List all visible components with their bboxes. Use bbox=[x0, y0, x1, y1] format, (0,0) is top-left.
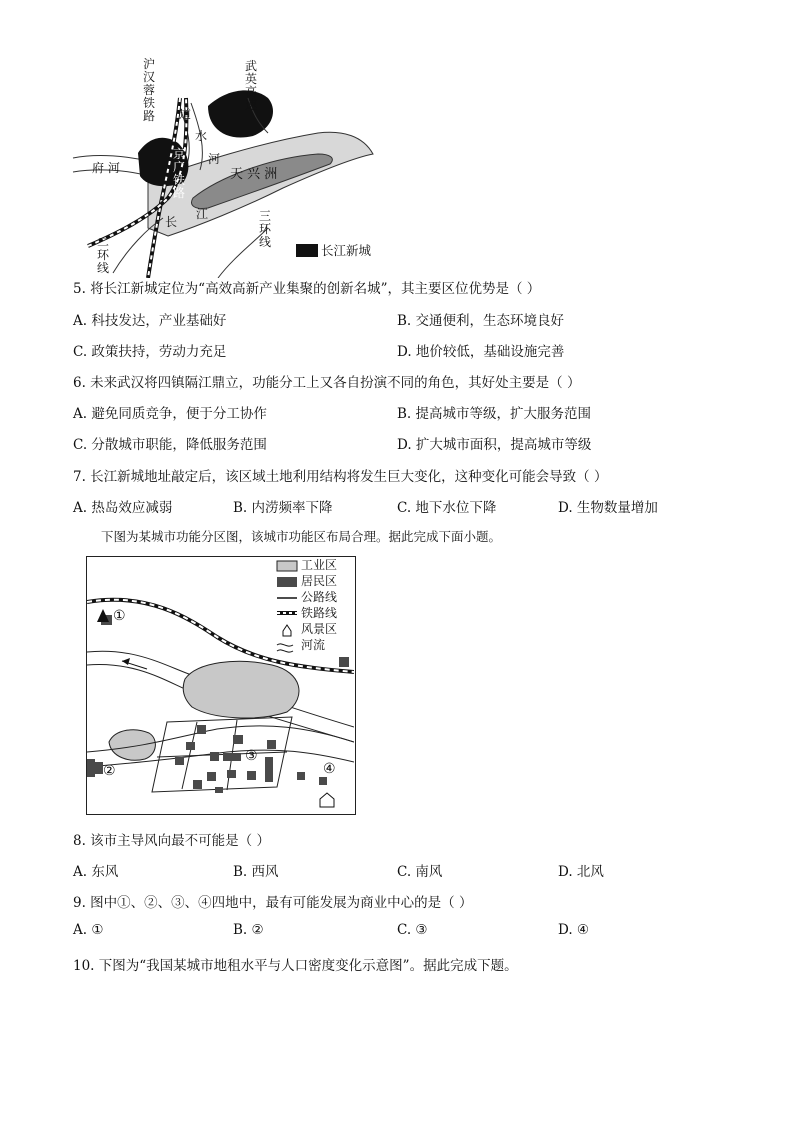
intro-map2: 下图为某城市功能分区图，该城市功能区布局合理。据此完成下面小题。 bbox=[101, 529, 502, 544]
q9-option-b[interactable]: B. ② bbox=[233, 922, 264, 938]
label-daoshui-river-2: 水 bbox=[194, 129, 207, 143]
q5-option-a[interactable]: A. 科技发达，产业基础好 bbox=[73, 313, 227, 329]
q6-option-d[interactable]: D. 扩大城市面积，提高城市等级 bbox=[397, 437, 592, 453]
legend-label-new-city: 长江新城 bbox=[321, 243, 372, 258]
q6-option-b[interactable]: B. 提高城市等级，扩大服务范围 bbox=[397, 406, 592, 422]
question-10-stem: 10. 下图为“我国某城市地租水平与人口密度变化示意图”。据此完成下题。 bbox=[73, 958, 518, 974]
label-chang: 长 bbox=[164, 215, 177, 229]
label-jiang: 江 bbox=[196, 207, 209, 221]
q8-option-b[interactable]: B. 西风 bbox=[233, 864, 279, 880]
q8-option-a[interactable]: A. 东风 bbox=[73, 864, 119, 880]
q9-option-c[interactable]: C. ③ bbox=[397, 922, 428, 938]
legend-railway: 铁路线 bbox=[301, 606, 338, 620]
q7-option-c[interactable]: C. 地下水位下降 bbox=[397, 500, 497, 516]
q7-option-b[interactable]: B. 内涝频率下降 bbox=[233, 500, 333, 516]
label-tianxingzhou: 天 兴 洲 bbox=[230, 167, 278, 182]
marker-4: ④ bbox=[323, 761, 336, 777]
q7-option-a[interactable]: A. 热岛效应减弱 bbox=[73, 500, 173, 516]
q5-option-c[interactable]: C. 政策扶持，劳动力充足 bbox=[73, 344, 227, 360]
legend-residential: 居民区 bbox=[301, 574, 338, 588]
legend-scenic: 风景区 bbox=[301, 622, 338, 636]
label-sanhuan-line: 三 环 线 bbox=[258, 209, 271, 249]
q5-option-d[interactable]: D. 地价较低，基础设施完善 bbox=[397, 344, 565, 360]
legend-river: 河流 bbox=[301, 638, 326, 652]
marker-3: ③ bbox=[245, 748, 258, 764]
legend-industrial: 工业区 bbox=[301, 558, 338, 572]
q7-option-d[interactable]: D. 生物数量增加 bbox=[558, 500, 658, 516]
map-changjiang-new-city bbox=[68, 58, 398, 278]
legend-swatch-new-city bbox=[296, 244, 318, 257]
label-jingguang-railway: 京 广 铁 路 bbox=[172, 147, 185, 200]
q6-option-a[interactable]: A. 避免同质竞争，便于分工协作 bbox=[73, 406, 267, 422]
label-daoshui-river-3: 河 bbox=[207, 152, 220, 166]
label-fuhe: 府 河 bbox=[92, 161, 120, 175]
label-wuying-expressway: 武 英 高 速 bbox=[244, 59, 257, 112]
question-9-stem: 9. 图中①、②、③、④四地中，最有可能发展为商业中心的是（ ） bbox=[73, 895, 473, 911]
legend-highway: 公路线 bbox=[301, 590, 338, 604]
marker-2: ② bbox=[103, 763, 116, 779]
q5-option-b[interactable]: B. 交通便利，生态环境良好 bbox=[397, 313, 565, 329]
label-huhanrong-railway: 沪 汉 蓉 铁 路 bbox=[142, 57, 155, 123]
question-6-stem: 6. 未来武汉将四镇隔江鼎立，功能分工上又各自扮演不同的角色，其好处主要是（ ） bbox=[73, 375, 581, 391]
question-8-stem: 8. 该市主导风向最不可能是（ ） bbox=[73, 833, 270, 849]
q9-option-a[interactable]: A. ① bbox=[73, 922, 104, 938]
q8-option-d[interactable]: D. 北风 bbox=[558, 864, 604, 880]
q9-option-d[interactable]: D. ④ bbox=[558, 922, 590, 938]
map-city-function-zones bbox=[86, 556, 356, 815]
q8-option-c[interactable]: C. 南风 bbox=[397, 864, 443, 880]
label-daoshui-river: 道 bbox=[178, 107, 191, 121]
q6-option-c[interactable]: C. 分散城市职能，降低服务范围 bbox=[73, 437, 267, 453]
question-5-stem: 5. 将长江新城定位为“高效高新产业集聚的创新名城”，其主要区位优势是（ ） bbox=[73, 281, 541, 297]
label-erhuan-line: 二 环 线 bbox=[96, 235, 109, 275]
marker-1: ① bbox=[113, 608, 126, 624]
question-7-stem: 7. 长江新城地址敲定后，该区域土地利用结构将发生巨大变化，这种变化可能会导致（ ） bbox=[73, 469, 608, 485]
